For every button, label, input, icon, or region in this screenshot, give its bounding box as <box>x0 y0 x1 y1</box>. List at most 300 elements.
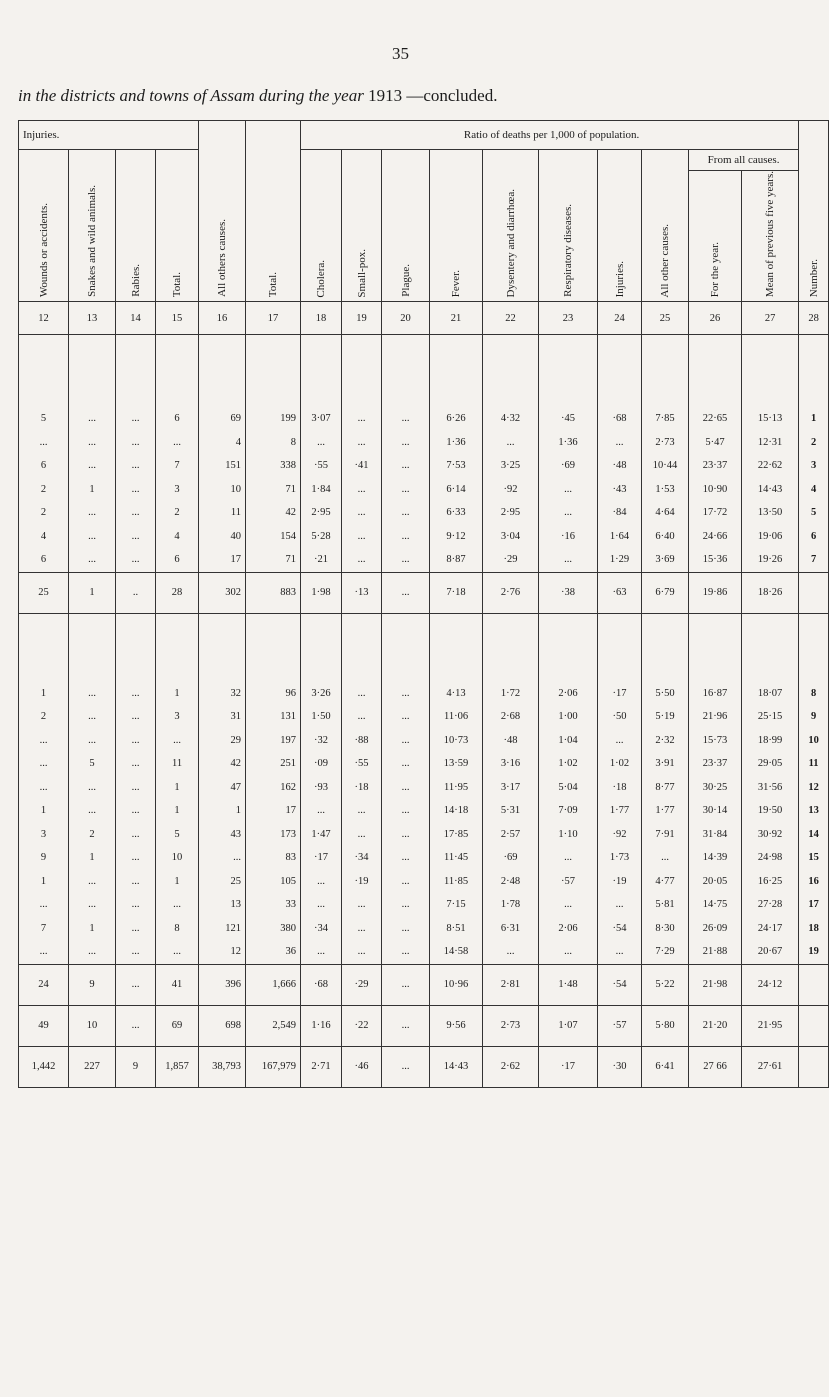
table-row <box>19 548 829 572</box>
table-row <box>19 823 829 847</box>
table-cell: 19·86 <box>689 572 742 613</box>
table-cell: 8·30 <box>642 917 689 941</box>
row-number-cell <box>799 572 829 613</box>
table-cell: 19·50 <box>742 799 799 823</box>
header-dysentery: Dysentery and diarrhœa. <box>483 150 539 302</box>
table-cell: 10 <box>199 478 246 502</box>
table-cell: ·21 <box>301 548 342 572</box>
table-cell: 32 <box>199 682 246 706</box>
table-cell: 33 <box>246 893 301 917</box>
table-cell: 3·26 <box>301 682 342 706</box>
spacer-cell <box>689 613 742 682</box>
table-cell: 1 <box>69 572 116 613</box>
table-cell: 1 <box>69 846 116 870</box>
table-cell: 6·40 <box>642 525 689 549</box>
table-cell: ·69 <box>539 454 598 478</box>
table-cell: 43 <box>199 823 246 847</box>
table-row <box>19 752 829 776</box>
table-cell: 1·64 <box>598 525 642 549</box>
table-cell: 6·79 <box>642 572 689 613</box>
column-number: 16 <box>199 302 246 335</box>
table-cell: ... <box>19 893 69 917</box>
table-cell: 22·65 <box>689 407 742 431</box>
table-cell: 10·73 <box>430 729 483 753</box>
table-cell: ... <box>382 548 430 572</box>
table-cell: ... <box>382 964 430 1005</box>
table-cell: 380 <box>246 917 301 941</box>
table-cell: 9·56 <box>430 1005 483 1046</box>
table-row <box>19 846 829 870</box>
spacer-cell <box>246 335 301 408</box>
total-row <box>19 572 829 613</box>
table-cell: 17·72 <box>689 501 742 525</box>
table-cell: ... <box>382 1046 430 1087</box>
table-cell: 7·85 <box>642 407 689 431</box>
table-cell: 9·12 <box>430 525 483 549</box>
table-cell: ... <box>342 940 382 964</box>
table-cell: ·68 <box>598 407 642 431</box>
table-cell: ... <box>156 431 199 455</box>
table-cell: 15·36 <box>689 548 742 572</box>
table-cell: 131 <box>246 705 301 729</box>
table-cell: ... <box>116 823 156 847</box>
table-cell: ·30 <box>598 1046 642 1087</box>
table-cell: 10 <box>156 846 199 870</box>
table-cell: 2·06 <box>539 682 598 706</box>
table-cell: 7 <box>19 917 69 941</box>
table-cell: 1 <box>199 799 246 823</box>
table-cell: 30·92 <box>742 823 799 847</box>
table-row <box>19 407 829 431</box>
table-cell: 7 <box>156 454 199 478</box>
spacer-cell <box>689 335 742 408</box>
table-cell: 4·77 <box>642 870 689 894</box>
table-cell: ·93 <box>301 776 342 800</box>
table-row <box>19 501 829 525</box>
table-cell: ... <box>69 501 116 525</box>
table-cell: 71 <box>246 478 301 502</box>
table-cell: 10·96 <box>430 964 483 1005</box>
header-snakes: Snakes and wild animals. <box>69 150 116 302</box>
table-cell: ... <box>539 846 598 870</box>
table-cell: 11·95 <box>430 776 483 800</box>
table-cell: 883 <box>246 572 301 613</box>
table-cell: 12 <box>199 940 246 964</box>
table-cell: ... <box>116 940 156 964</box>
spacer-cell <box>430 613 483 682</box>
header-from-all: From all causes. <box>689 150 799 171</box>
table-cell: 10 <box>69 1005 116 1046</box>
table-cell: ... <box>116 752 156 776</box>
column-number: 28 <box>799 302 829 335</box>
table-cell: 2·73 <box>642 431 689 455</box>
table-cell: 24·98 <box>742 846 799 870</box>
table-cell: ·34 <box>301 917 342 941</box>
table-cell: 8 <box>246 431 301 455</box>
table-cell: 1,442 <box>19 1046 69 1087</box>
table-cell: ... <box>116 525 156 549</box>
table-cell: 24 <box>19 964 69 1005</box>
table-cell: 1·10 <box>539 823 598 847</box>
table-cell: ·57 <box>539 870 598 894</box>
table-cell: 2·68 <box>483 705 539 729</box>
table-cell: ... <box>156 893 199 917</box>
table-cell: 199 <box>246 407 301 431</box>
table-cell: 1 <box>19 799 69 823</box>
column-number: 19 <box>342 302 382 335</box>
column-number: 17 <box>246 302 301 335</box>
table-cell: 69 <box>199 407 246 431</box>
column-number-row <box>19 302 829 335</box>
total-row <box>19 1005 829 1046</box>
table-cell: 3·69 <box>642 548 689 572</box>
spacer-cell <box>342 335 382 408</box>
table-cell: 14·43 <box>430 1046 483 1087</box>
table-cell: ... <box>116 705 156 729</box>
row-number-cell: 11 <box>799 752 829 776</box>
table-cell: 121 <box>199 917 246 941</box>
table-row <box>19 682 829 706</box>
table-cell: 9 <box>69 964 116 1005</box>
table-cell: ... <box>382 917 430 941</box>
table-cell: 105 <box>246 870 301 894</box>
table-cell: ... <box>69 525 116 549</box>
table-cell: 1·36 <box>430 431 483 455</box>
table-cell: ... <box>116 501 156 525</box>
table-cell: ... <box>342 501 382 525</box>
total-row <box>19 964 829 1005</box>
table-cell: 6 <box>156 548 199 572</box>
table-cell: 17 <box>199 548 246 572</box>
table-cell: ... <box>69 407 116 431</box>
table-row <box>19 940 829 964</box>
table-cell: ... <box>301 431 342 455</box>
table-cell: 1·00 <box>539 705 598 729</box>
spacer-cell <box>483 613 539 682</box>
table-cell: 12·31 <box>742 431 799 455</box>
table-cell: ... <box>116 431 156 455</box>
row-number-cell: 4 <box>799 478 829 502</box>
mortality-table <box>18 120 820 1073</box>
table-cell: ... <box>382 478 430 502</box>
table-cell: 17·85 <box>430 823 483 847</box>
table-cell: ... <box>116 964 156 1005</box>
table-cell: 29 <box>199 729 246 753</box>
table-cell: ... <box>382 525 430 549</box>
table-cell: 13·50 <box>742 501 799 525</box>
table-cell: 1·02 <box>598 752 642 776</box>
table-cell: ·38 <box>539 572 598 613</box>
table-cell: 17 <box>246 799 301 823</box>
column-number: 23 <box>539 302 598 335</box>
table-cell: 5 <box>156 823 199 847</box>
column-number: 12 <box>19 302 69 335</box>
table-cell: 5·28 <box>301 525 342 549</box>
table-cell: 5·80 <box>642 1005 689 1046</box>
table-cell: 14·39 <box>689 846 742 870</box>
column-number: 15 <box>156 302 199 335</box>
spacer-cell <box>642 335 689 408</box>
table-cell: 1·29 <box>598 548 642 572</box>
table-cell: 11 <box>156 752 199 776</box>
table-cell: ·43 <box>598 478 642 502</box>
table-cell: 1·53 <box>642 478 689 502</box>
table-cell: 4·64 <box>642 501 689 525</box>
table-cell: 20·67 <box>742 940 799 964</box>
table-cell: 40 <box>199 525 246 549</box>
table-cell: 2 <box>19 501 69 525</box>
table-cell: ... <box>69 870 116 894</box>
table-cell: 2·95 <box>483 501 539 525</box>
table-cell: 6 <box>19 454 69 478</box>
header-injuries: Injuries. <box>19 121 199 150</box>
table-cell: 25·15 <box>742 705 799 729</box>
table-cell: ... <box>69 705 116 729</box>
table-cell: ... <box>598 940 642 964</box>
table-cell: 4·32 <box>483 407 539 431</box>
table-cell: 7·09 <box>539 799 598 823</box>
caption-italic: in the districts and towns of Assam during the year <box>18 86 364 105</box>
caption-rest: 1913 —concluded. <box>368 86 498 105</box>
table-cell: 41 <box>156 964 199 1005</box>
table-row <box>19 776 829 800</box>
header-all-others: All others causes. <box>199 121 246 302</box>
table-cell: ·68 <box>301 964 342 1005</box>
table-cell: 1 <box>19 870 69 894</box>
table-cell: 1·02 <box>539 752 598 776</box>
table-cell: 5·50 <box>642 682 689 706</box>
column-number: 14 <box>116 302 156 335</box>
table-cell: 8·77 <box>642 776 689 800</box>
table-cell: ... <box>156 940 199 964</box>
table-cell: 3 <box>156 478 199 502</box>
table-cell: 2·71 <box>301 1046 342 1087</box>
table-cell: 10·44 <box>642 454 689 478</box>
header-plague: Plague. <box>382 150 430 302</box>
table-cell: 71 <box>246 548 301 572</box>
table-row <box>19 917 829 941</box>
table-cell: 154 <box>246 525 301 549</box>
table-cell: 1·48 <box>539 964 598 1005</box>
table-cell: ... <box>69 893 116 917</box>
table-cell: 5 <box>69 752 116 776</box>
spacer-row <box>19 613 829 682</box>
spacer-cell <box>301 335 342 408</box>
table-cell: 3·91 <box>642 752 689 776</box>
table-cell: 2·81 <box>483 964 539 1005</box>
grand-total-row <box>19 1046 829 1087</box>
table-cell: 6 <box>156 407 199 431</box>
table-cell: ... <box>382 893 430 917</box>
table-cell: 227 <box>69 1046 116 1087</box>
table-body <box>19 335 829 1088</box>
table-cell: ... <box>539 548 598 572</box>
table-cell: 3·16 <box>483 752 539 776</box>
row-number-cell: 6 <box>799 525 829 549</box>
table-cell: 27·61 <box>742 1046 799 1087</box>
table-cell: ... <box>342 682 382 706</box>
column-number: 27 <box>742 302 799 335</box>
table-cell: 1·04 <box>539 729 598 753</box>
table-cell: 8 <box>156 917 199 941</box>
table-cell: 21·20 <box>689 1005 742 1046</box>
spacer-cell <box>19 613 69 682</box>
table-cell: 16·25 <box>742 870 799 894</box>
table-cell: ·13 <box>342 572 382 613</box>
table-cell: 1·72 <box>483 682 539 706</box>
spacer-cell <box>742 335 799 408</box>
header-respiratory: Respiratory diseases. <box>539 150 598 302</box>
table-cell: 10·90 <box>689 478 742 502</box>
spacer-cell <box>642 613 689 682</box>
table-cell: 27 66 <box>689 1046 742 1087</box>
table-cell: 13 <box>199 893 246 917</box>
table-cell: 1·73 <box>598 846 642 870</box>
table-cell: ·88 <box>342 729 382 753</box>
row-number-cell <box>799 1046 829 1087</box>
spacer-cell <box>116 335 156 408</box>
spacer-cell <box>598 613 642 682</box>
table-cell: ... <box>116 548 156 572</box>
table-cell: 698 <box>199 1005 246 1046</box>
header-wounds: Wounds or accidents. <box>19 150 69 302</box>
spacer-cell <box>246 613 301 682</box>
table-cell: 26·09 <box>689 917 742 941</box>
table-cell: 27·28 <box>742 893 799 917</box>
table-cell: 2·48 <box>483 870 539 894</box>
table-cell: ... <box>116 729 156 753</box>
row-number-cell <box>799 1005 829 1046</box>
table-cell: ·55 <box>301 454 342 478</box>
table-cell: ·18 <box>342 776 382 800</box>
table-cell: 11·85 <box>430 870 483 894</box>
table-cell: 7·53 <box>430 454 483 478</box>
table-cell: 5·81 <box>642 893 689 917</box>
table-cell: ·92 <box>483 478 539 502</box>
table-cell: ... <box>69 940 116 964</box>
table-cell: ·84 <box>598 501 642 525</box>
spacer-cell <box>69 613 116 682</box>
row-number-cell: 14 <box>799 823 829 847</box>
table-cell: 3 <box>156 705 199 729</box>
table-cell: 2 <box>19 705 69 729</box>
table-cell: ·41 <box>342 454 382 478</box>
table-cell: 1·16 <box>301 1005 342 1046</box>
table-cell: 7·15 <box>430 893 483 917</box>
table-cell: 21·98 <box>689 964 742 1005</box>
table-cell: 49 <box>19 1005 69 1046</box>
table-cell: 1·98 <box>301 572 342 613</box>
table-cell: 18·07 <box>742 682 799 706</box>
table-cell: ·48 <box>483 729 539 753</box>
table-cell: ... <box>342 548 382 572</box>
table-cell: 2 <box>19 478 69 502</box>
table-cell: 2 <box>156 501 199 525</box>
table-cell: 4 <box>199 431 246 455</box>
row-number-cell: 7 <box>799 548 829 572</box>
table-cell: ... <box>19 752 69 776</box>
table-cell: ... <box>69 776 116 800</box>
table-cell: 197 <box>246 729 301 753</box>
table-cell: 5·19 <box>642 705 689 729</box>
table-cell: ·19 <box>342 870 382 894</box>
table-row <box>19 525 829 549</box>
table-cell: 42 <box>199 752 246 776</box>
table-cell: ... <box>382 729 430 753</box>
table-cell: ... <box>382 501 430 525</box>
row-number-cell: 8 <box>799 682 829 706</box>
table-cell: ·18 <box>598 776 642 800</box>
table-cell: 2·95 <box>301 501 342 525</box>
table-cell: ... <box>342 407 382 431</box>
spacer-cell <box>156 613 199 682</box>
table-cell: 19·26 <box>742 548 799 572</box>
row-number-cell: 15 <box>799 846 829 870</box>
row-number-cell: 5 <box>799 501 829 525</box>
table-cell: ·46 <box>342 1046 382 1087</box>
table-cell: 2·06 <box>539 917 598 941</box>
table-cell: 2·73 <box>483 1005 539 1046</box>
table-cell: ... <box>116 893 156 917</box>
table-cell: ·29 <box>342 964 382 1005</box>
table-cell: 3·07 <box>301 407 342 431</box>
table-cell: 14·58 <box>430 940 483 964</box>
table-cell: 6·41 <box>642 1046 689 1087</box>
table-cell: 29·05 <box>742 752 799 776</box>
header-for-year: For the year. <box>689 171 742 302</box>
table-cell: 5·31 <box>483 799 539 823</box>
table-cell: ... <box>116 799 156 823</box>
table-cell: ... <box>598 431 642 455</box>
table-cell: 21·95 <box>742 1005 799 1046</box>
table-cell: ... <box>116 682 156 706</box>
table-cell: ... <box>19 729 69 753</box>
table-cell: ... <box>301 893 342 917</box>
table-cell: ... <box>301 940 342 964</box>
table-cell: ·54 <box>598 964 642 1005</box>
table-cell: ... <box>382 431 430 455</box>
table-cell: ... <box>69 682 116 706</box>
row-number-cell: 10 <box>799 729 829 753</box>
table-cell: 151 <box>199 454 246 478</box>
table-cell: 5·04 <box>539 776 598 800</box>
spacer-cell <box>483 335 539 408</box>
table-cell: ... <box>19 431 69 455</box>
table-cell: ... <box>483 431 539 455</box>
table-cell: 9 <box>116 1046 156 1087</box>
table-cell: ·19 <box>598 870 642 894</box>
table-cell: ... <box>116 478 156 502</box>
table-cell: ·55 <box>342 752 382 776</box>
header-rabies: Rabies. <box>116 150 156 302</box>
table-cell: ... <box>116 407 156 431</box>
table-cell: .. <box>116 572 156 613</box>
table-cell: 14·75 <box>689 893 742 917</box>
table-cell: ·09 <box>301 752 342 776</box>
table-cell: ... <box>69 548 116 572</box>
table-cell: 24·12 <box>742 964 799 1005</box>
table-cell: ... <box>382 870 430 894</box>
row-number-cell: 9 <box>799 705 829 729</box>
table-cell: 19·06 <box>742 525 799 549</box>
table-cell: ... <box>116 870 156 894</box>
table-cell: ... <box>382 682 430 706</box>
table-cell: ... <box>539 501 598 525</box>
column-number: 21 <box>430 302 483 335</box>
spacer-cell <box>116 613 156 682</box>
spacer-cell <box>598 335 642 408</box>
table-cell: 1 <box>156 776 199 800</box>
